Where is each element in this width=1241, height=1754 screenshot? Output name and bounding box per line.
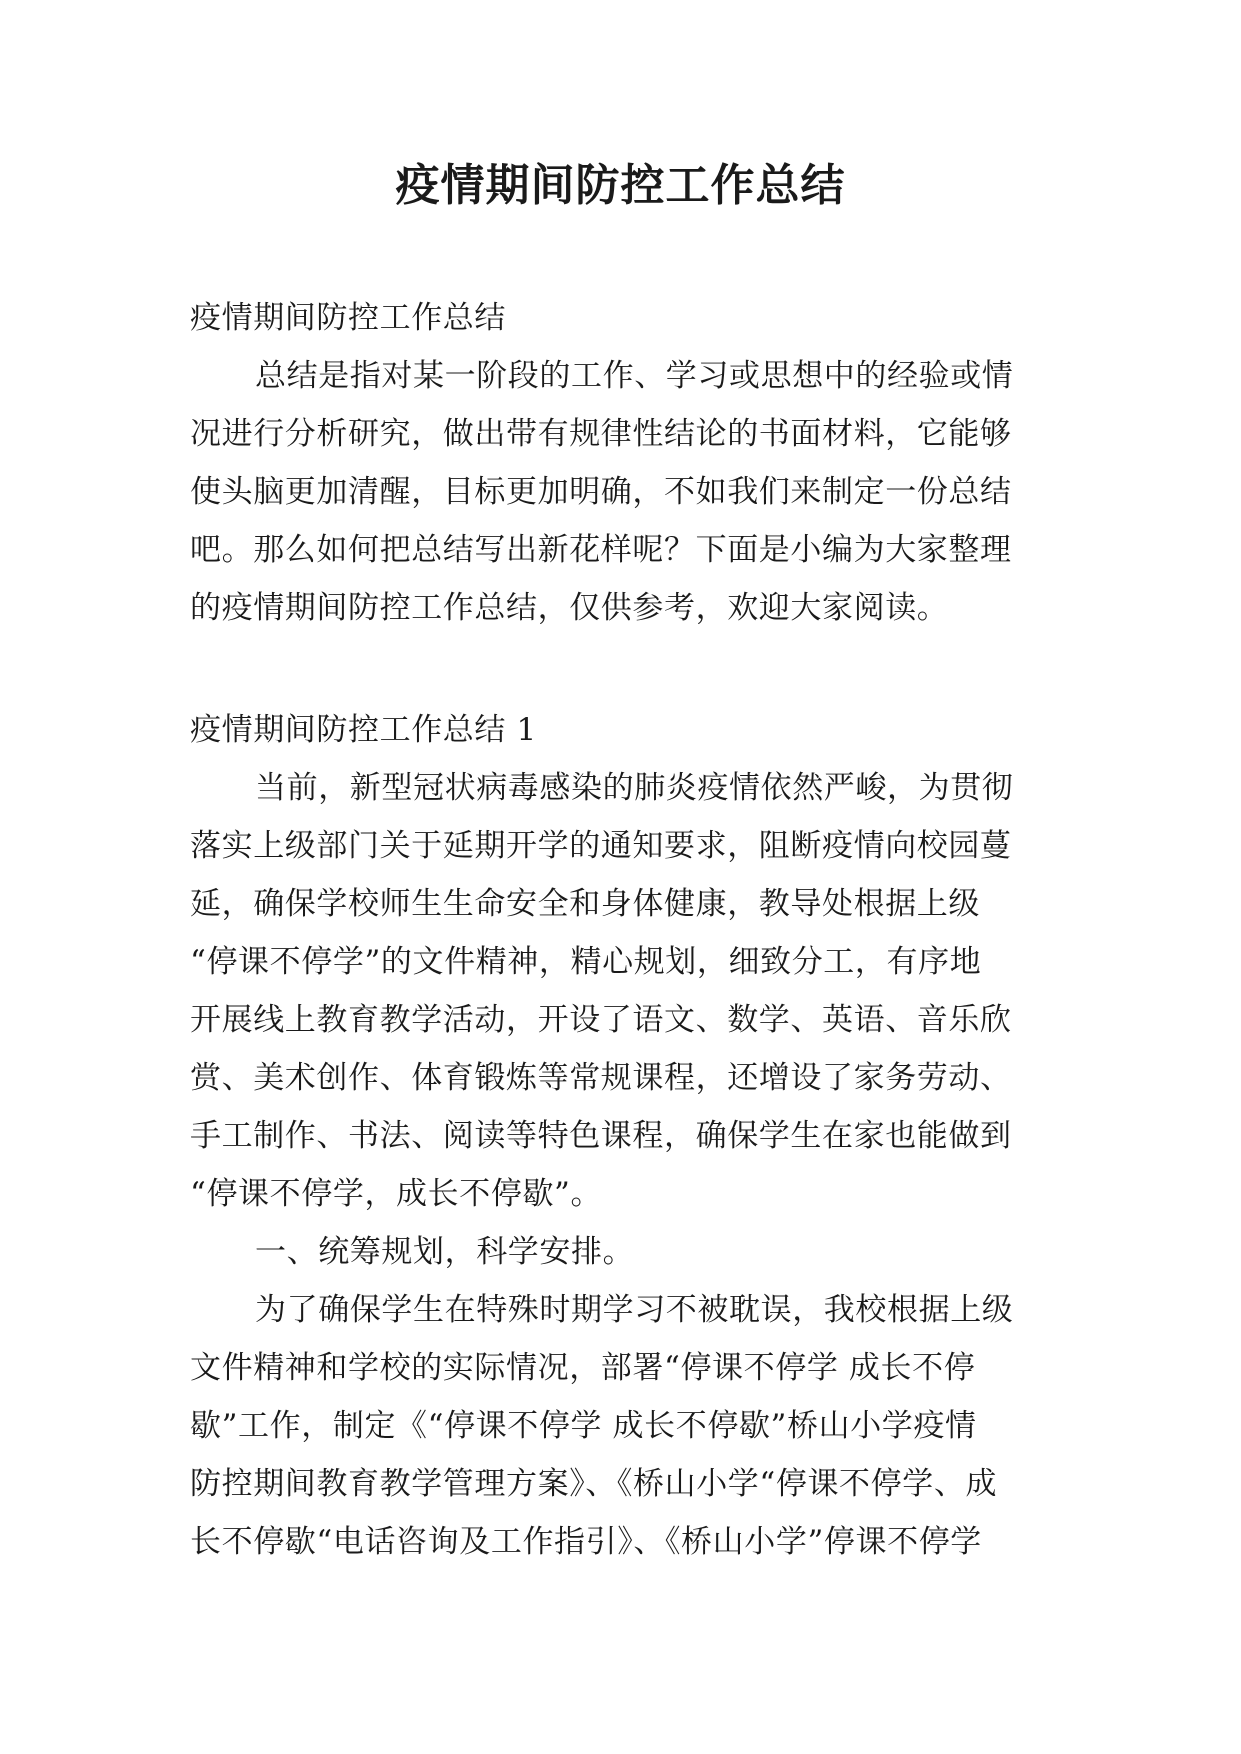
section-line-8: “停课不停学，成长不停歇”。 [190,1176,603,1212]
intro-heading: 疫情期间防控工作总结 [190,300,506,336]
section-heading: 疫情期间防控工作总结 1 [190,712,537,748]
paragraph-line-2: 文件精神和学校的实际情况，部署“停课不停学 成长不停 [190,1350,976,1386]
intro-line-2: 况进行分析研究，做出带有规律性结论的书面材料，它能够 [190,416,1012,452]
intro-line-1: 总结是指对某一阶段的工作、学习或思想中的经验或情 [255,358,1014,394]
section-line-5: 开展线上教育教学活动，开设了语文、数学、英语、音乐欣 [190,1002,1012,1038]
section-line-4: “停课不停学”的文件精神，精心规划，细致分工，有序地 [190,944,982,980]
paragraph-line-3: 歇”工作，制定《“停课不停学 成长不停歇”桥山小学疫情 [190,1408,977,1444]
paragraph-line-4: 防控期间教育教学管理方案》、《桥山小学“停课不停学、成 [190,1466,998,1502]
section-line-6: 赏、美术创作、体育锻炼等常规课程，还增设了家务劳动、 [190,1060,1012,1096]
intro-line-3: 使头脑更加清醒，目标更加明确，不如我们来制定一份总结 [190,474,1012,510]
paragraph-line-1: 为了确保学生在特殊时期学习不被耽误，我校根据上级 [255,1292,1014,1328]
paragraph-line-5: 长不停歇“电话咨询及工作指引》、《桥山小学”停课不停学 [190,1524,982,1560]
section-line-3: 延，确保学校师生生命安全和身体健康，教导处根据上级 [190,886,980,922]
intro-line-5: 的疫情期间防控工作总结，仅供参考，欢迎大家阅读。 [190,590,949,626]
section-line-2: 落实上级部门关于延期开学的通知要求，阻断疫情向校园蔓 [190,828,1012,864]
subheading: 一、统筹规划，科学安排。 [255,1234,635,1270]
intro-line-4: 吧。那么如何把总结写出新花样呢？下面是小编为大家整理 [190,532,1012,568]
section-line-7: 手工制作、书法、阅读等特色课程，确保学生在家也能做到 [190,1118,1012,1154]
document-title: 疫情期间防控工作总结 [395,160,846,211]
section-line-1: 当前，新型冠状病毒感染的肺炎疫情依然严峻，为贯彻 [255,770,1014,806]
